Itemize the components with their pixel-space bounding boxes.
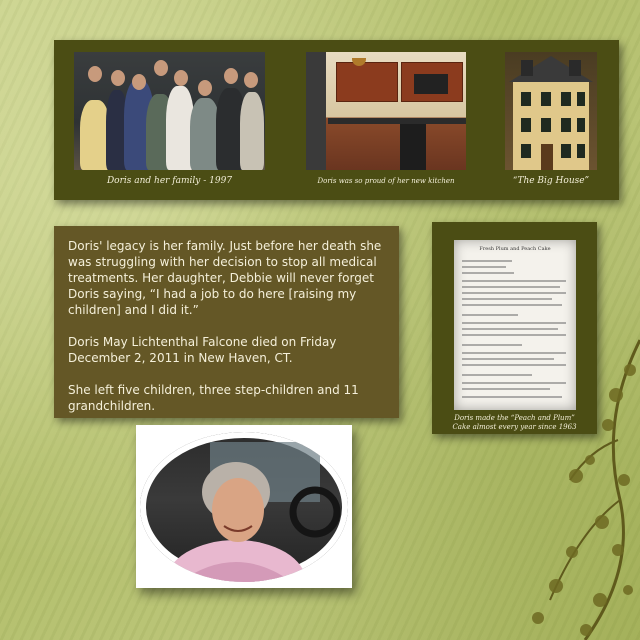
house-caption: “The Big House” [512,176,590,186]
recipe-text-line [462,280,566,282]
recipe-text-line [462,286,560,288]
family-photo [74,52,265,170]
countertop [328,118,466,124]
stove [400,124,426,170]
recipe-caption-line-2: Cake almost every year since 1963 [452,423,577,431]
recipe-text-line [462,260,512,262]
dollhouse-drawing [505,52,597,170]
kitchen-caption: Doris was so proud of her new kitchen [317,177,455,185]
recipe-text-line [462,292,566,294]
vine-decoration-icon [490,300,640,640]
person-head [88,66,102,82]
story-paragraph-death: Doris May Lichtenthal Falcone died on Friday December 2, 2011 in New Haven, CT. [68,335,337,365]
person-figure [240,92,264,170]
portrait-drawing [140,432,348,582]
portrait-photo [140,432,348,582]
recipe-text-line [462,272,514,274]
story-text-box [54,226,399,418]
family-caption: Doris and her family - 1997 [106,176,233,186]
person-head [111,70,125,86]
person-head [154,60,168,76]
kitchen-photo [306,52,466,170]
microwave [414,74,448,94]
upper-cabinets [336,62,398,102]
recipe-heading: Fresh Plum and Peach Cake [479,246,551,252]
person-head [198,80,212,96]
person-head [244,72,258,88]
recipe-text-line [462,266,506,268]
person-head [224,68,238,84]
person-head [174,70,188,86]
story-paragraph-survivors: She left five children, three step-children and 11 grandchildren. [68,383,359,413]
recipe-caption-line-1: Doris made the “Peach and Plum” [454,414,575,422]
person-head [132,74,146,90]
fridge [306,52,326,170]
dollhouse-photo [505,52,597,170]
story-paragraph-legacy: Doris' legacy is her family. Just before her death she was struggling with her decision to stop all medical treatments. Her daughter, Debbie will never forget Doris saying, “I had a job to do here [raising my children] and I did it.” [68,239,382,317]
